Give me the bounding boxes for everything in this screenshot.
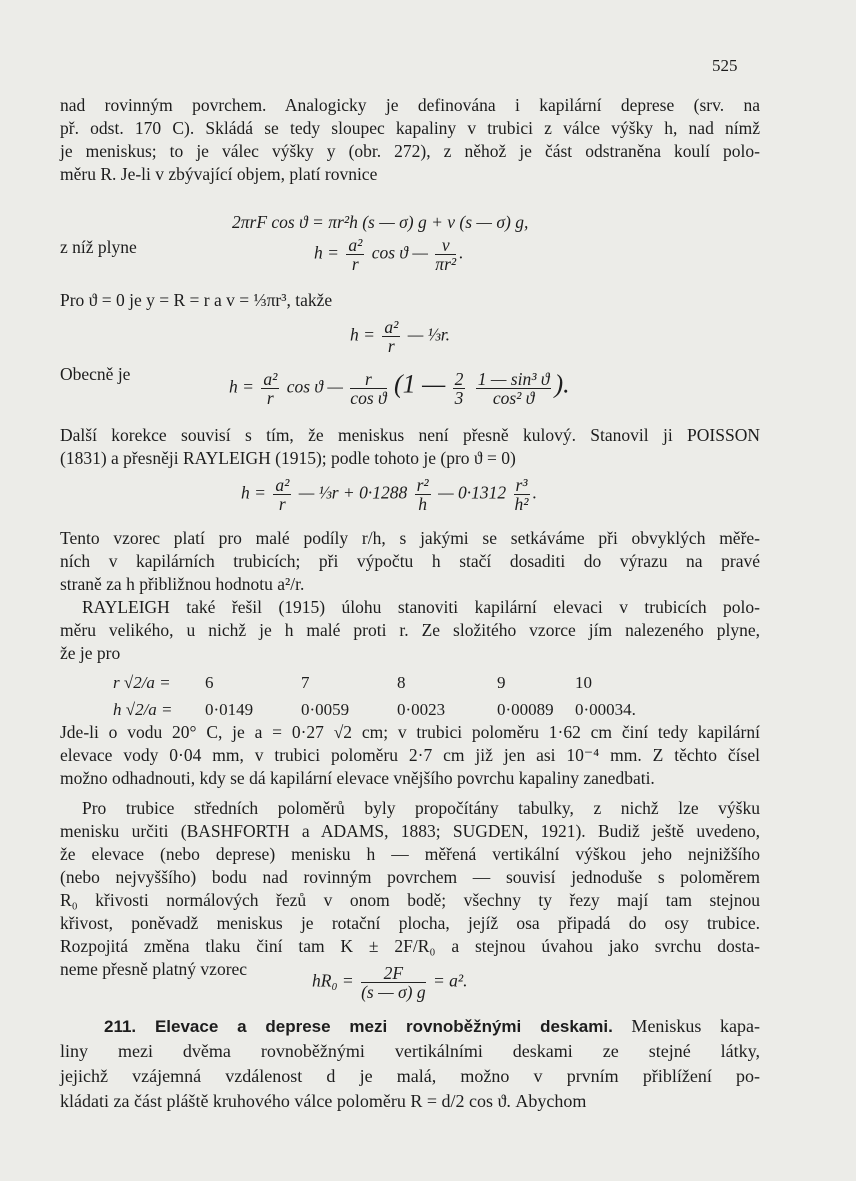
equation-1: 2πrF cos ϑ = πr²h (s — σ) g + v (s — σ) g, [232,212,529,232]
label-z-niz-plyne: z níž plyne [60,237,137,257]
numerator: r [350,370,386,389]
numerator: r² [416,475,429,495]
fraction [346,236,364,273]
text-line: (nebo nejvyššího) bodu nad rovinným povrchem — souvisí jednoduše s poloměrem [60,867,760,887]
eq-end: . [532,482,537,503]
fraction [273,476,291,513]
text-line: menisku určiti (BASHFORTH a ADAMS, 1883; SUGDEN, 1921). Budiž ještě uvedeno, [60,821,760,841]
denominator: r [387,336,395,356]
text-line: Pro trubice středních poloměrů byly propočítány tabulky, z nichž lze výšku [82,798,760,818]
fraction [514,476,530,513]
text-line: straně za h přibližnou hodnotu a²/r. [60,574,305,594]
denominator: cos² ϑ [492,388,535,408]
text-line [104,1014,760,1039]
denominator: (s — σ) g [361,982,426,1002]
table-cell: 9 [497,673,506,692]
table-cell: 0·0059 [301,700,350,719]
denominator: 3 [454,388,464,408]
equation-2 [314,236,464,273]
text-line: R₀ křivosti normálových řezů v onom bodě; všechny ty řezy mají tam stejnou [60,890,760,910]
numerator: 1 — sin³ ϑ [477,369,550,389]
fraction [453,370,466,407]
paragraph-tables [60,797,760,981]
denominator: πr² [435,254,457,274]
fraction [361,964,426,1001]
section-211 [60,1014,761,1114]
table-row [113,696,636,723]
fraction [382,318,400,355]
section-text: Meniskus kapa- [612,1016,761,1036]
numerator: a² [384,317,399,337]
text-line: křivost, poněvadž meniskus je rotační plocha, jejíž osa připadá do osy trubice. [60,913,760,933]
numerator: a² [263,369,278,389]
fraction [435,236,456,273]
text-line: je meniskus; to je válec výšky y (obr. 272), z něhož je část odstraněna koulí polo- [60,141,760,161]
table-cell: 7 [301,673,310,692]
text-line: možno odhadnouti, kdy se dá kapilární elevace vnějšího povrchu kapaliny zanedbati. [60,768,655,788]
equation-6 [312,964,468,1001]
denominator: r [266,388,274,408]
numerator: 2 [454,369,464,389]
text-line: neme přesně platný vzorec [60,959,248,979]
eq-term: cos ϑ — [286,376,343,397]
eq-lhs: h = [241,482,266,503]
paragraph-water [60,721,760,790]
text-line: kládati za část pláště kruhového válce poloměru R = d/2 cos ϑ. Abychom [60,1091,587,1111]
text-line: ních v kapilárních trubicích; při výpočtu h stačí dosaditi do výrazu na pravé [60,551,760,571]
eq-term: = a². [433,970,468,991]
table-cell: 0·00034. [575,700,636,719]
table-cell: 10 [575,673,592,692]
eq-lhs: h = [314,242,339,263]
table-cell: 0·0023 [397,700,446,719]
numerator: v [435,236,456,255]
text-line: měru velikého, u nichž je h malé proti r. Ze složitého vzorce jím nalezeného plyne, [60,620,760,640]
paragraph-correction [60,424,760,470]
values-table [113,669,636,723]
line-pro-theta: Pro ϑ = 0 je y = R = r a v = ⅓πr³, takže [60,290,333,310]
text-line: Rozpojitá změna tlaku činí tam K ± 2F/R₀ a stejnou úvahou jako svrchu dosta- [60,936,760,956]
table-cell: 8 [397,673,406,692]
denominator: cos ϑ [350,388,387,408]
text-line: jejichž vzájemná vzdálenost d je malá, možno v prvním přiblížení po- [60,1066,760,1086]
eq-term: — 0·1312 [438,482,507,503]
eq-lhs: h = [350,324,375,345]
paragraph-intro [60,94,760,186]
table-cell: 6 [205,673,214,692]
eq-term: — ⅓r. [407,324,450,345]
fraction [261,370,279,407]
text-line: nad rovinným povrchem. Analogicky je definována i kapilární deprese (srv. na [60,95,760,115]
table-cell: 0·00089 [497,700,554,719]
eq-end: . [459,242,464,263]
fraction [476,370,552,407]
fraction [350,370,386,407]
equation-4 [229,370,570,407]
text-line: Jde-li o vodu 20° C, je a = 0·27 √2 cm; v trubici poloměru 1·62 cm činí tedy kapilární [60,722,760,742]
table-cell: 0·0149 [205,700,254,719]
text-line: elevace vody 0·04 mm, v trubici poloměru 2·7 cm již jen asi 10⁻⁴ mm. Z těchto čísel [60,745,760,765]
text-line: RAYLEIGH také řešil (1915) úlohu stanoviti kapilární elevaci v trubicích polo- [82,597,760,617]
denominator: h [418,494,428,514]
text-line: (1831) a přesněji RAYLEIGH (1915); podle tohoto je (pro ϑ = 0) [60,448,516,468]
row-label: h √2/a = [113,700,173,719]
text-line: že elevace (nebo deprese) menisku h — měřená vertikální výškou jeho nejnižšího [60,844,760,864]
paragraph-rayleigh [60,596,760,665]
numerator: 2F [361,964,426,983]
page-number: 525 [712,56,738,75]
eq-lhs: hR₀ = [312,970,354,991]
numerator: a² [275,475,290,495]
label-obecne-je: Obecně je [60,364,131,384]
numerator: a² [348,235,363,255]
row-label: r √2/a = [113,673,171,692]
equation-3 [350,318,450,355]
numerator: r³ [515,475,528,495]
denominator: r [351,254,359,274]
paragraph-formula-validity [60,527,760,596]
text-line: liny mezi dvěma rovnoběžnými vertikálními deskami ze stejné látky, [60,1041,760,1061]
denominator: r [278,494,286,514]
eq-close: ). [554,369,570,399]
text-line: měru R. Je-li v zbývající objem, platí rovnice [60,164,378,184]
section-title: 211. Elevace a deprese mezi rovnoběžnými deskami. [104,1017,613,1036]
text-line: Další korekce souvisí s tím, že meniskus není přesně kulový. Stanovil ji POISSON [60,425,760,445]
eq-open: (1 — [393,369,446,399]
table-row [113,669,636,696]
text-line: př. odst. 170 C). Skládá se tedy sloupec kapaliny v trubici z válce výšky h, nad nímž [60,118,760,138]
eq-lhs: h = [229,376,254,397]
eq-term: — ⅓r + 0·1288 [298,482,408,503]
eq-term: cos ϑ — [371,242,428,263]
text-line: že je pro [60,643,121,663]
denominator: h² [514,494,529,514]
fraction [415,476,431,513]
equation-5 [241,476,537,513]
text-line: Tento vzorec platí pro malé podíly r/h, s jakými se setkáváme při obvyklých měře- [60,528,760,548]
